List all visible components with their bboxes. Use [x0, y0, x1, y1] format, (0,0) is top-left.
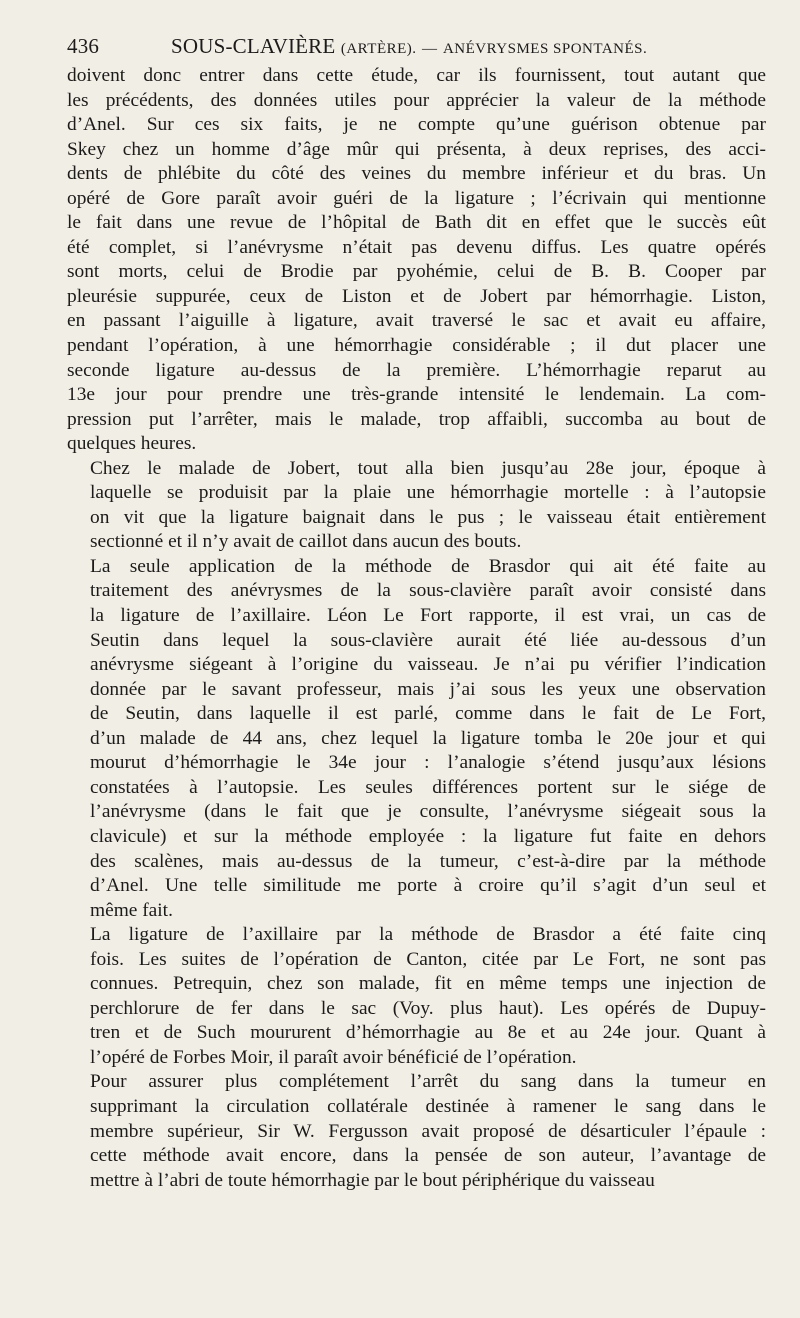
- title-paren: (ARTÈRE).: [340, 41, 417, 57]
- text-line: clavicule) et sur la méthode employée : la ligature fut faite en dehors: [90, 825, 766, 847]
- text-line: d’Anel. Sur ces six faits, je ne compte qu’une guérison obtenue par: [67, 114, 766, 136]
- text-line: opéré de Gore paraît avoir guéri de la ligature ; l’écrivain qui mentionne: [67, 187, 766, 209]
- text-line: l’anévrysme (dans le fait que je consulte, l’anévrysme siégeait sous la: [90, 801, 766, 823]
- text-line: l’opéré de Forbes Moir, il paraît avoir bénéficié de l’opération.: [90, 1046, 577, 1068]
- text-line: même fait.: [90, 899, 173, 921]
- text-line: on vit que la ligature baignait dans le pus ; le vaisseau était entièrement: [90, 506, 766, 528]
- text-line: supprimant la circulation collatérale destinée à ramener le sang dans le: [90, 1095, 766, 1117]
- text-line: été complet, si l’anévrysme n’était pas devenu diffus. Les quatre opérés: [67, 236, 766, 258]
- text-line: dents de phlébite du côté des veines du membre inférieur et du bras. Un: [67, 163, 766, 185]
- text-line: d’un malade de 44 ans, chez lequel la ligature tomba le 20e jour et qui: [90, 727, 766, 749]
- text-line: laquelle se produisit par la plaie une hémorrhagie mortelle : à l’autopsie: [90, 482, 766, 504]
- running-header: [67, 30, 766, 64]
- text-line: constatées à l’autopsie. Les seules différences portent sur le siége de: [90, 776, 766, 798]
- paragraph: [67, 555, 766, 923]
- text-line: les précédents, des données utiles pour apprécier la valeur de la méthode: [67, 89, 766, 111]
- text-line: tren et de Such moururent d’hémorrhagie au 8e et au 24e jour. Quant à: [90, 1022, 766, 1044]
- paragraph: [67, 1070, 766, 1193]
- title-main: SOUS-CLAVIÈRE: [171, 34, 336, 58]
- title-dash: —: [421, 41, 438, 57]
- text-line: sont morts, celui de Brodie par pyohémie, celui de B. B. Cooper par: [67, 261, 766, 283]
- paragraph: [67, 457, 766, 555]
- text-line: seconde ligature au-dessus de la première. L’hémorrhagie reparut au: [67, 359, 766, 381]
- text-line: quelques heures.: [67, 433, 197, 455]
- text-line: le fait dans une revue de l’hôpital de Bath dit en effet que le succès eût: [67, 212, 766, 234]
- text-line: des scalènes, mais au-dessus de la tumeur, c’est-à-dire par la méthode: [90, 850, 766, 872]
- text-line: donnée par le savant professeur, mais j’ai sous les yeux une observation: [90, 678, 766, 700]
- text-line: doivent donc entrer dans cette étude, car ils fournissent, tout autant que: [67, 65, 766, 86]
- text-line: de Seutin, dans laquelle il est parlé, comme dans le fait de Le Fort,: [90, 703, 766, 725]
- text-line: pendant l’opération, à une hémorrhagie considérable ; il dut placer une: [67, 335, 766, 357]
- text-line: pleurésie suppurée, ceux de Liston et de Jobert par hémorrhagie. Liston,: [67, 285, 766, 307]
- text-line: pression put l’arrêter, mais le malade, trop affaibli, succomba au bout de: [67, 408, 766, 430]
- body-text: [67, 64, 766, 1193]
- text-line: d’Anel. Une telle similitude me porte à croire qu’il s’agit d’un seul et: [90, 875, 766, 897]
- text-line: 13e jour pour prendre une très-grande intensité le lendemain. La com-: [67, 384, 766, 406]
- text-line: traitement des anévrysmes de la sous-clavière paraît avoir consisté dans: [90, 580, 766, 602]
- paragraph: [67, 923, 766, 1070]
- text-line: fois. Les suites de l’opération de Canton, citée par Le Fort, ne sont pas: [90, 948, 766, 970]
- paragraph: [67, 64, 766, 457]
- text-line: Skey chez un homme d’âge mûr qui présenta, à deux reprises, des acci-: [67, 138, 766, 160]
- text-line: mourut d’hémorrhagie le 34e jour : l’analogie s’étend jusqu’aux lésions: [90, 752, 766, 774]
- text-line: Seutin dans lequel la sous-clavière aurait été liée au-dessous d’un: [90, 629, 766, 651]
- text-line: anévrysme siégeant à l’origine du vaisseau. Je n’ai pu vérifier l’indication: [90, 654, 766, 676]
- text-line: La ligature de l’axillaire par la méthode de Brasdor a été faite cinq: [90, 924, 766, 946]
- text-line: en passant l’aiguille à ligature, avait traversé le sac et avait eu affaire,: [67, 310, 766, 332]
- text-line: sectionné et il n’y avait de caillot dans aucun des bouts.: [90, 531, 522, 553]
- text-line: la ligature de l’axillaire. Léon Le Fort rapporte, il est vrai, un cas de: [90, 605, 766, 627]
- text-line: membre supérieur, Sir W. Fergusson avait proposé de désarticuler l’épaule :: [90, 1120, 766, 1142]
- text-line: Pour assurer plus complétement l’arrêt du sang dans la tumeur en: [90, 1071, 766, 1093]
- text-line: perchlorure de fer dans le sac (Voy. plus haut). Les opérés de Dupuy-: [90, 997, 766, 1019]
- running-title: [171, 34, 647, 59]
- text-line: connues. Petrequin, chez son malade, fit en même temps une injection de: [90, 973, 766, 995]
- text-line: cette méthode avait encore, dans la pensée de son auteur, l’avantage de: [90, 1145, 766, 1167]
- text-line: La seule application de la méthode de Brasdor qui ait été faite au: [90, 555, 766, 577]
- text-line: mettre à l’abri de toute hémorrhagie par le bout périphérique du vaisseau: [90, 1169, 655, 1191]
- page-number: 436: [67, 34, 100, 58]
- text-line: Chez le malade de Jobert, tout alla bien jusqu’au 28e jour, époque à: [90, 457, 766, 479]
- title-sub: ANÉVRYSMES SPONTANÉS.: [442, 41, 648, 57]
